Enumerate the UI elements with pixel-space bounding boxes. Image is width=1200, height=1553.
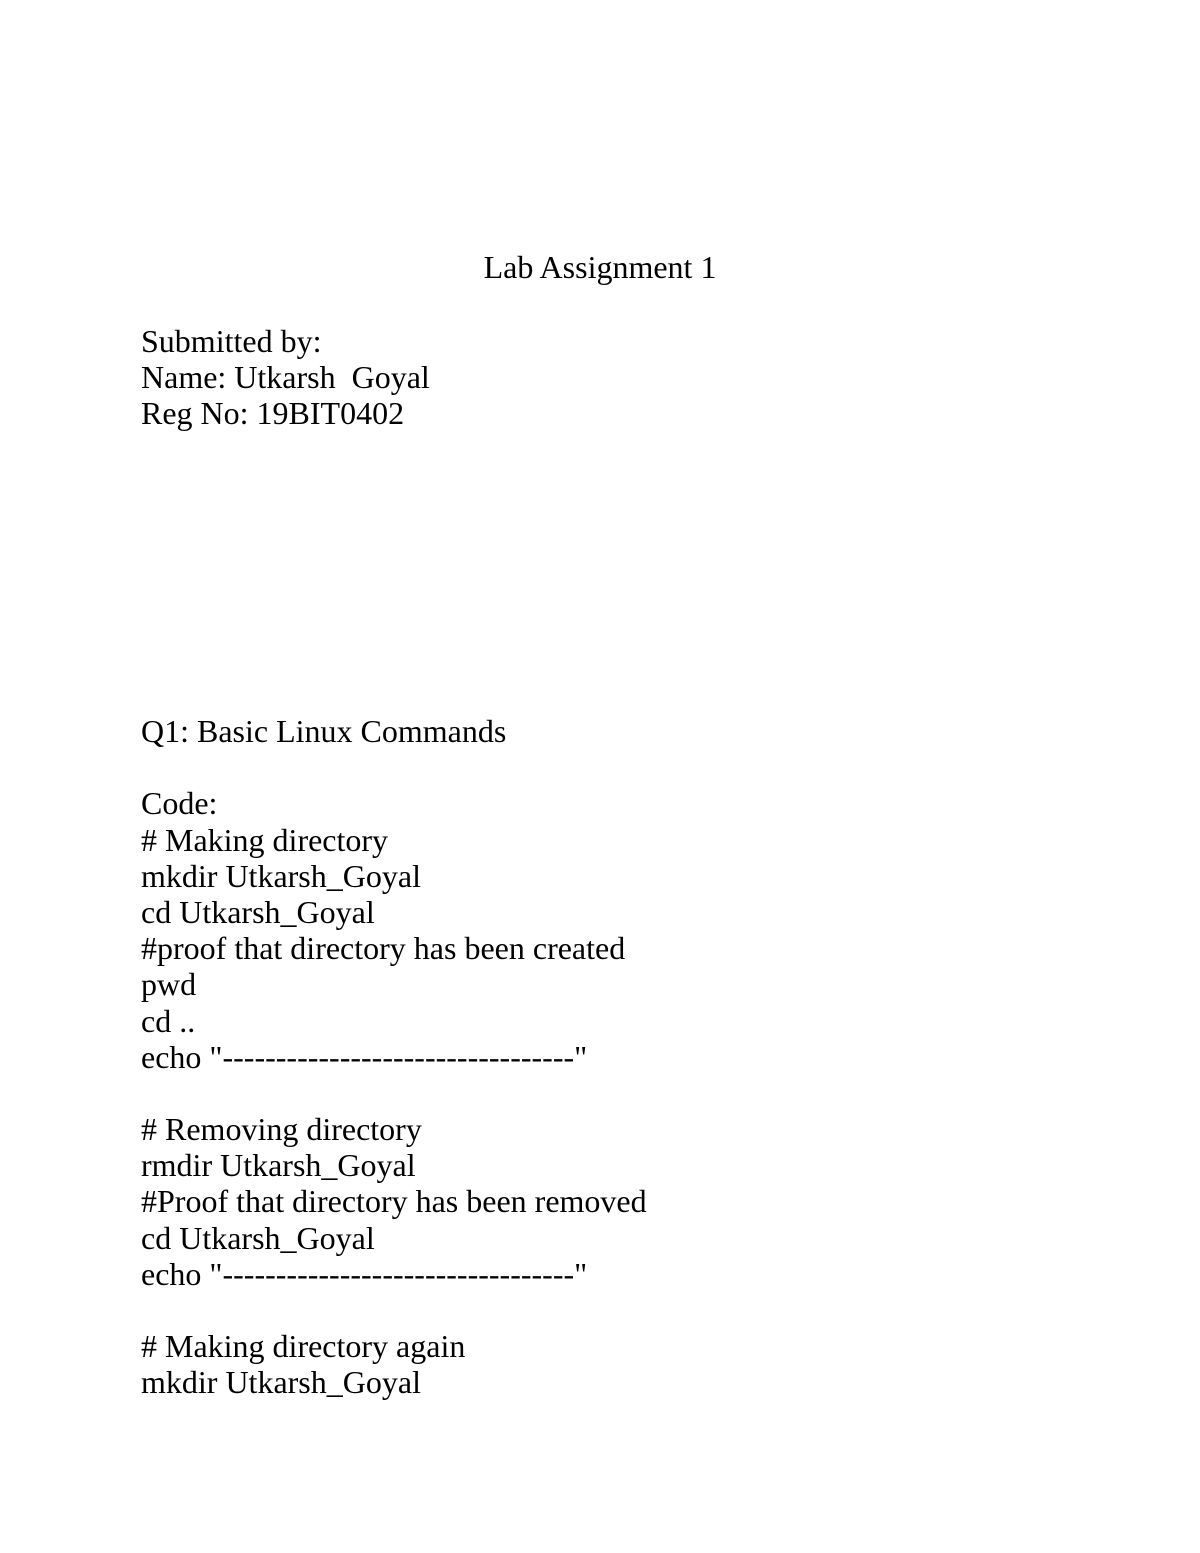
submission-info <box>141 323 430 432</box>
code-line: cd Utkarsh_Goyal <box>141 1219 375 1256</box>
code-line: mkdir Utkarsh_Goyal <box>141 857 421 894</box>
code-line: mkdir Utkarsh_Goyal <box>141 1364 421 1401</box>
code-line: echo "---------------------------------" <box>141 1255 588 1292</box>
document-title: Lab Assignment 1 <box>483 249 717 285</box>
code-line: cd .. <box>141 1002 196 1039</box>
question-heading: Q1: Basic Linux Commands <box>141 713 507 749</box>
registration-number: Reg No: 19BIT0402 <box>141 395 405 432</box>
blank-line <box>141 749 647 785</box>
code-line: # Making directory again <box>141 1328 466 1365</box>
code-line: # Making directory <box>141 821 389 858</box>
submitted-by-label: Submitted by: <box>141 323 322 359</box>
code-line: # Removing directory <box>141 1111 422 1148</box>
code-line: cd Utkarsh_Goyal <box>141 893 375 930</box>
question-section <box>141 713 647 1401</box>
code-line: #proof that directory has been created <box>141 930 626 967</box>
code-label: Code: <box>141 785 218 822</box>
blank-line <box>141 1292 647 1328</box>
student-name: Name: Utkarsh Goyal <box>141 359 430 396</box>
code-line: echo "---------------------------------" <box>141 1038 588 1075</box>
blank-line <box>141 1075 647 1111</box>
code-line: pwd <box>141 966 197 1003</box>
code-line: #Proof that directory has been removed <box>141 1183 647 1220</box>
code-line: rmdir Utkarsh_Goyal <box>141 1147 416 1184</box>
